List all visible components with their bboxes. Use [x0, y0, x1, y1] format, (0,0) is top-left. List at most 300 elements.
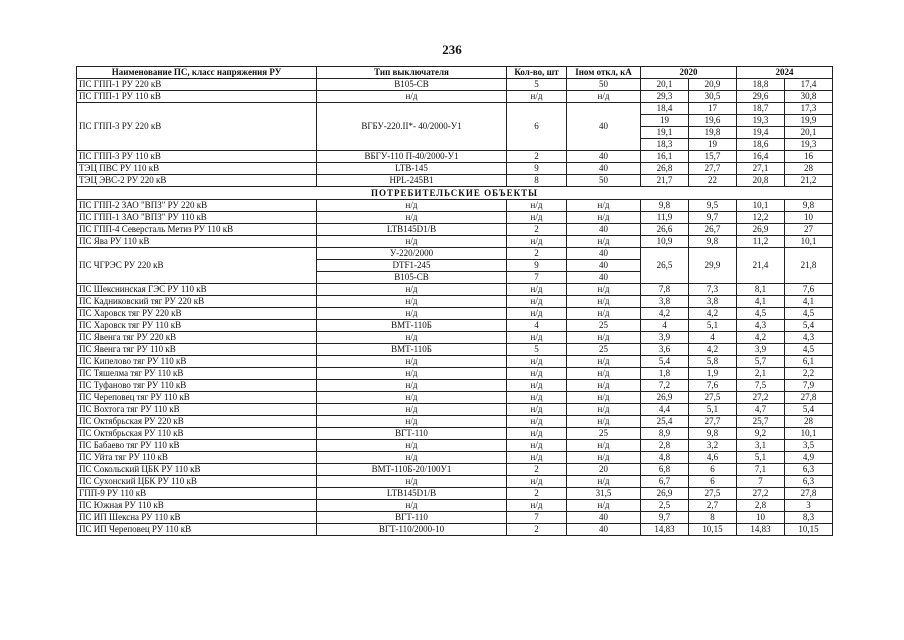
substation-name: ПС Череповец тяг РУ 110 кВ — [77, 392, 317, 404]
value-cell: 27,2 — [737, 488, 785, 500]
value-cell: 7,1 — [737, 464, 785, 476]
value-cell: 21,4 — [737, 248, 785, 284]
header-name: Наименование ПС, класс напряжения РУ — [77, 67, 317, 79]
page-number: 236 — [442, 42, 462, 57]
value-cell: 26,6 — [641, 224, 689, 236]
breaker-qty: н/д — [507, 404, 567, 416]
breaker-inom: н/д — [567, 284, 641, 296]
value-cell: 3,5 — [785, 440, 833, 452]
value-cell: 7,5 — [737, 380, 785, 392]
table-row — [77, 500, 833, 512]
value-cell: 4,8 — [641, 452, 689, 464]
breaker-inom: 40 — [567, 512, 641, 524]
value-cell: 20,1 — [641, 79, 689, 91]
breaker-inom: н/д — [567, 500, 641, 512]
substation-name: ПС Южная РУ 110 кВ — [77, 500, 317, 512]
table-row — [77, 200, 833, 212]
breaker-type: н/д — [317, 380, 507, 392]
value-cell: 10,1 — [785, 428, 833, 440]
substation-name: ПС ИП Шексна РУ 110 кВ — [77, 512, 317, 524]
value-cell: 4,5 — [737, 308, 785, 320]
breaker-type: ВМТ-110Б — [317, 320, 507, 332]
breaker-inom: н/д — [567, 200, 641, 212]
breaker-inom: 25 — [567, 344, 641, 356]
breaker-qty: 2 — [507, 248, 567, 260]
value-cell: 8,9 — [641, 428, 689, 440]
value-cell: 27 — [785, 224, 833, 236]
value-cell: 26,7 — [689, 224, 737, 236]
value-cell: 16,4 — [737, 151, 785, 163]
breaker-qty: 5 — [507, 344, 567, 356]
value-cell: 21,7 — [641, 175, 689, 187]
table-row — [77, 512, 833, 524]
breaker-inom: н/д — [567, 380, 641, 392]
substation-name: ПС Октябрьская РУ 220 кВ — [77, 416, 317, 428]
substation-name: ПС Кадниковский тяг РУ 220 кВ — [77, 296, 317, 308]
value-cell: 19,3 — [737, 115, 785, 127]
header-2024: 2024 — [737, 67, 833, 79]
breaker-qty: н/д — [507, 380, 567, 392]
section-title: ПОТРЕБИТЕЛЬСКИЕ ОБЪЕКТЫ — [77, 187, 833, 200]
value-cell: 1,8 — [641, 368, 689, 380]
value-cell: 9,8 — [785, 200, 833, 212]
header-inom: Iном откл, кА — [567, 67, 641, 79]
breaker-qty: н/д — [507, 416, 567, 428]
value-cell: 3,6 — [641, 344, 689, 356]
breaker-inom: 40 — [567, 248, 641, 260]
value-cell: 26,9 — [641, 488, 689, 500]
breaker-qty: н/д — [507, 332, 567, 344]
substation-name: ПС ГПП-2 ЗАО "ВПЗ" РУ 220 кВ — [77, 200, 317, 212]
breaker-qty: н/д — [507, 296, 567, 308]
breaker-qty: 7 — [507, 272, 567, 284]
breaker-type: н/д — [317, 416, 507, 428]
substation-name: ПС ГПП-3 РУ 220 кВ — [77, 103, 317, 151]
table-row — [77, 320, 833, 332]
breaker-type: ВГТ-110 — [317, 512, 507, 524]
breaker-type: н/д — [317, 476, 507, 488]
value-cell: 3 — [785, 500, 833, 512]
breaker-qty: н/д — [507, 500, 567, 512]
breaker-inom: 40 — [567, 224, 641, 236]
value-cell: 19,4 — [737, 127, 785, 139]
value-cell: 3,8 — [689, 296, 737, 308]
breaker-inom: 25 — [567, 428, 641, 440]
substation-name: ПС ЧГРЭС РУ 220 кВ — [77, 248, 317, 284]
breaker-type: н/д — [317, 500, 507, 512]
value-cell: 26,9 — [737, 224, 785, 236]
value-cell: 27,7 — [689, 416, 737, 428]
substation-name: ТЭЦ ЭВС-2 РУ 220 кВ — [77, 175, 317, 187]
value-cell: 10 — [785, 212, 833, 224]
table-row — [77, 296, 833, 308]
value-cell: 7,9 — [785, 380, 833, 392]
value-cell: 2,7 — [689, 500, 737, 512]
value-cell: 14,83 — [641, 524, 689, 536]
table-row — [77, 464, 833, 476]
table-row — [77, 308, 833, 320]
value-cell: 3,9 — [641, 332, 689, 344]
table-row — [77, 91, 833, 103]
value-cell: 21,8 — [785, 248, 833, 284]
table-row — [77, 404, 833, 416]
breaker-type: н/д — [317, 440, 507, 452]
value-cell: 6,1 — [785, 356, 833, 368]
value-cell: 10,9 — [641, 236, 689, 248]
value-cell: 3,8 — [641, 296, 689, 308]
breaker-qty: н/д — [507, 440, 567, 452]
breaker-inom: н/д — [567, 392, 641, 404]
breaker-qty: н/д — [507, 212, 567, 224]
value-cell: 30,5 — [689, 91, 737, 103]
value-cell: 19 — [641, 115, 689, 127]
breaker-qty: н/д — [507, 452, 567, 464]
substation-name: ПС Харовск тяг РУ 220 кВ — [77, 308, 317, 320]
value-cell: 10 — [737, 512, 785, 524]
value-cell: 6 — [689, 476, 737, 488]
breaker-qty: н/д — [507, 476, 567, 488]
value-cell: 4,2 — [641, 308, 689, 320]
breaker-qty: 2 — [507, 524, 567, 536]
value-cell: 4,2 — [737, 332, 785, 344]
table-row — [77, 79, 833, 91]
value-cell: 3,9 — [737, 344, 785, 356]
table-row — [77, 236, 833, 248]
breaker-inom: 40 — [567, 103, 641, 151]
value-cell: 9,2 — [737, 428, 785, 440]
breaker-inom: н/д — [567, 308, 641, 320]
value-cell: 20,8 — [737, 175, 785, 187]
substation-name: ПС Уйта тяг РУ 110 кВ — [77, 452, 317, 464]
breaker-qty: 5 — [507, 79, 567, 91]
value-cell: 10,1 — [785, 236, 833, 248]
breaker-inom: н/д — [567, 332, 641, 344]
substation-name: ПС Тяшелма тяг РУ 110 кВ — [77, 368, 317, 380]
value-cell: 2,1 — [737, 368, 785, 380]
table-row — [77, 248, 833, 260]
value-cell: 2,2 — [785, 368, 833, 380]
breaker-type: н/д — [317, 200, 507, 212]
table-row — [77, 151, 833, 163]
breaker-qty: 2 — [507, 464, 567, 476]
breaker-inom: н/д — [567, 416, 641, 428]
value-cell: 4,4 — [641, 404, 689, 416]
value-cell: 27,5 — [689, 392, 737, 404]
value-cell: 18,3 — [641, 139, 689, 151]
value-cell: 4 — [641, 320, 689, 332]
breaker-qty: н/д — [507, 91, 567, 103]
table-row — [77, 212, 833, 224]
value-cell: 12,2 — [737, 212, 785, 224]
breaker-type: н/д — [317, 368, 507, 380]
value-cell: 25,4 — [641, 416, 689, 428]
value-cell: 5,1 — [737, 452, 785, 464]
breaker-type: н/д — [317, 404, 507, 416]
value-cell: 8,3 — [785, 512, 833, 524]
breaker-inom: 40 — [567, 260, 641, 272]
value-cell: 19,6 — [689, 115, 737, 127]
value-cell: 5,7 — [737, 356, 785, 368]
value-cell: 10,15 — [689, 524, 737, 536]
breaker-qty: 9 — [507, 260, 567, 272]
value-cell: 7,6 — [785, 284, 833, 296]
value-cell: 9,5 — [689, 200, 737, 212]
value-cell: 27,7 — [689, 163, 737, 175]
breaker-qty: н/д — [507, 392, 567, 404]
value-cell: 10,1 — [737, 200, 785, 212]
table-row — [77, 392, 833, 404]
breaker-inom: н/д — [567, 452, 641, 464]
breaker-qty: 4 — [507, 320, 567, 332]
breaker-qty: н/д — [507, 236, 567, 248]
breaker-qty: н/д — [507, 284, 567, 296]
value-cell: 18,4 — [641, 103, 689, 115]
substation-name: ПС ГПП-1 РУ 220 кВ — [77, 79, 317, 91]
breaker-type: В105-СВ — [317, 79, 507, 91]
value-cell: 17,4 — [785, 79, 833, 91]
value-cell: 5,4 — [641, 356, 689, 368]
breaker-qty: 7 — [507, 512, 567, 524]
breaker-inom: н/д — [567, 91, 641, 103]
table-row — [77, 416, 833, 428]
section-row — [77, 187, 833, 200]
breaker-inom: н/д — [567, 440, 641, 452]
value-cell: 7,2 — [641, 380, 689, 392]
breaker-qty: 9 — [507, 163, 567, 175]
breaker-type: н/д — [317, 452, 507, 464]
breaker-type: н/д — [317, 308, 507, 320]
value-cell: 9,8 — [689, 428, 737, 440]
value-cell: 6,3 — [785, 464, 833, 476]
breaker-inom: 40 — [567, 524, 641, 536]
breaker-qty: 2 — [507, 224, 567, 236]
value-cell: 4,1 — [785, 296, 833, 308]
value-cell: 5,1 — [689, 404, 737, 416]
header-breaker: Тип выключателя — [317, 67, 507, 79]
value-cell: 27,8 — [785, 488, 833, 500]
substation-name: ПС ГПП-1 ЗАО "ВПЗ" РУ 110 кВ — [77, 212, 317, 224]
value-cell: 4,6 — [689, 452, 737, 464]
breaker-type: LTB145D1/B — [317, 224, 507, 236]
value-cell: 4,3 — [737, 320, 785, 332]
value-cell: 26,9 — [641, 392, 689, 404]
value-cell: 5,4 — [785, 404, 833, 416]
header-2020: 2020 — [641, 67, 737, 79]
table-row — [77, 488, 833, 500]
breaker-type: ВМТ-110Б-20/100У1 — [317, 464, 507, 476]
breaker-type: ВГТ-110 — [317, 428, 507, 440]
value-cell: 6,3 — [785, 476, 833, 488]
substation-name: ПС Сухонский ЦБК РУ 110 кВ — [77, 476, 317, 488]
value-cell: 30,8 — [785, 91, 833, 103]
value-cell: 4,5 — [785, 308, 833, 320]
value-cell: 7 — [737, 476, 785, 488]
table-row — [77, 356, 833, 368]
substation-name: ПС Шекснинская ГЭС РУ 110 кВ — [77, 284, 317, 296]
value-cell: 7,8 — [641, 284, 689, 296]
value-cell: 16,1 — [641, 151, 689, 163]
breaker-qty: 8 — [507, 175, 567, 187]
substation-name: ПС Вохтога тяг РУ 110 кВ — [77, 404, 317, 416]
breaker-type: ВБГУ-110 П-40/2000-У1 — [317, 151, 507, 163]
value-cell: 9,8 — [689, 236, 737, 248]
value-cell: 2,8 — [737, 500, 785, 512]
value-cell: 21,2 — [785, 175, 833, 187]
value-cell: 11,9 — [641, 212, 689, 224]
breaker-inom: 40 — [567, 151, 641, 163]
value-cell: 5,1 — [689, 320, 737, 332]
value-cell: 17,3 — [785, 103, 833, 115]
breaker-type: н/д — [317, 91, 507, 103]
substation-name: ПС Бабаево тяг РУ 110 кВ — [77, 440, 317, 452]
value-cell: 10,15 — [785, 524, 833, 536]
value-cell: 2,5 — [641, 500, 689, 512]
substation-name: ПС ИП Череповец РУ 110 кВ — [77, 524, 317, 536]
table-row — [77, 368, 833, 380]
table-row — [77, 224, 833, 236]
value-cell: 19 — [689, 139, 737, 151]
value-cell: 1,9 — [689, 368, 737, 380]
substation-name: ПС Кипелово тяг РУ 110 кВ — [77, 356, 317, 368]
substation-name: ПС ГПП-3 РУ 110 кВ — [77, 151, 317, 163]
value-cell: 29,3 — [641, 91, 689, 103]
value-cell: 27,2 — [737, 392, 785, 404]
value-cell: 4,7 — [737, 404, 785, 416]
breaker-qty: н/д — [507, 368, 567, 380]
value-cell: 27,1 — [737, 163, 785, 175]
table-row — [77, 175, 833, 187]
breaker-inom: н/д — [567, 212, 641, 224]
breaker-qty: 2 — [507, 151, 567, 163]
value-cell: 4,1 — [737, 296, 785, 308]
table-row — [77, 344, 833, 356]
substation-name: ПС Ява РУ 110 кВ — [77, 236, 317, 248]
breaker-inom: 40 — [567, 272, 641, 284]
breaker-type: н/д — [317, 392, 507, 404]
substation-name: ГПП-9 РУ 110 кВ — [77, 488, 317, 500]
value-cell: 6 — [689, 464, 737, 476]
value-cell: 26,8 — [641, 163, 689, 175]
value-cell: 17 — [689, 103, 737, 115]
value-cell: 8,1 — [737, 284, 785, 296]
breaker-qty: н/д — [507, 308, 567, 320]
breaker-type: HPL-245B1 — [317, 175, 507, 187]
value-cell: 20,9 — [689, 79, 737, 91]
value-cell: 28 — [785, 163, 833, 175]
substation-name: ПС Сокольский ЦБК РУ 110 кВ — [77, 464, 317, 476]
substation-name: ПС Октябрьская РУ 110 кВ — [77, 428, 317, 440]
value-cell: 26,5 — [641, 248, 689, 284]
breaker-qty: н/д — [507, 356, 567, 368]
value-cell: 6,7 — [641, 476, 689, 488]
table-row — [77, 284, 833, 296]
substation-name: ПС ГПП-4 Северсталь Метиз РУ 110 кВ — [77, 224, 317, 236]
value-cell: 8 — [689, 512, 737, 524]
table-row — [77, 103, 833, 115]
breaker-inom: 40 — [567, 163, 641, 175]
breaker-inom: н/д — [567, 236, 641, 248]
breaker-type: ВГБУ-220.II*- 40/2000-У1 — [317, 103, 507, 151]
breaker-inom: 20 — [567, 464, 641, 476]
table-row — [77, 452, 833, 464]
table-row — [77, 380, 833, 392]
breaker-inom: 25 — [567, 320, 641, 332]
breaker-qty: 6 — [507, 103, 567, 151]
table-row — [77, 163, 833, 175]
substation-name: ПС Харовск тяг РУ 110 кВ — [77, 320, 317, 332]
value-cell: 15,7 — [689, 151, 737, 163]
value-cell: 19,3 — [785, 139, 833, 151]
breaker-type: В105-СВ — [317, 272, 507, 284]
breaker-inom: н/д — [567, 356, 641, 368]
breaker-type: ВГТ-110/2000-10 — [317, 524, 507, 536]
breaker-inom: н/д — [567, 476, 641, 488]
value-cell: 18,8 — [737, 79, 785, 91]
substation-name: ПС Туфаново тяг РУ 110 кВ — [77, 380, 317, 392]
breaker-inom: н/д — [567, 296, 641, 308]
table-row — [77, 440, 833, 452]
breaker-type: LTB-145 — [317, 163, 507, 175]
table-header-row — [77, 67, 833, 79]
substation-name: ПС Явенга тяг РУ 220 кВ — [77, 332, 317, 344]
breaker-type: н/д — [317, 332, 507, 344]
breaker-qty: 2 — [507, 488, 567, 500]
table-row — [77, 428, 833, 440]
value-cell: 22 — [689, 175, 737, 187]
value-cell: 29,9 — [689, 248, 737, 284]
breaker-type: ВМТ-110Б — [317, 344, 507, 356]
value-cell: 9,7 — [641, 512, 689, 524]
substation-name: ПС Явенга тяг РУ 110 кВ — [77, 344, 317, 356]
breaker-type: У-220/2000 — [317, 248, 507, 260]
breaker-type: DTF1-245 — [317, 260, 507, 272]
value-cell: 16 — [785, 151, 833, 163]
value-cell: 9,7 — [689, 212, 737, 224]
breaker-inom: н/д — [567, 368, 641, 380]
value-cell: 9,8 — [641, 200, 689, 212]
breaker-inom: 50 — [567, 79, 641, 91]
breaker-type: LTB145D1/B — [317, 488, 507, 500]
breaker-type: н/д — [317, 212, 507, 224]
breaker-type: н/д — [317, 356, 507, 368]
value-cell: 7,6 — [689, 380, 737, 392]
value-cell: 11,2 — [737, 236, 785, 248]
value-cell: 18,6 — [737, 139, 785, 151]
breaker-type: н/д — [317, 236, 507, 248]
value-cell: 19,8 — [689, 127, 737, 139]
value-cell: 19,9 — [785, 115, 833, 127]
breaker-inom: 50 — [567, 175, 641, 187]
value-cell: 6,8 — [641, 464, 689, 476]
value-cell: 27,8 — [785, 392, 833, 404]
table-row — [77, 524, 833, 536]
value-cell: 4,3 — [785, 332, 833, 344]
value-cell: 5,4 — [785, 320, 833, 332]
value-cell: 20,1 — [785, 127, 833, 139]
value-cell: 4,9 — [785, 452, 833, 464]
header-qty: Кол-во, шт — [507, 67, 567, 79]
breaker-type: н/д — [317, 284, 507, 296]
value-cell: 4,2 — [689, 308, 737, 320]
value-cell: 7,3 — [689, 284, 737, 296]
breaker-table — [76, 66, 833, 536]
value-cell: 4 — [689, 332, 737, 344]
breaker-qty: н/д — [507, 428, 567, 440]
breaker-qty: н/д — [507, 200, 567, 212]
value-cell: 14,83 — [737, 524, 785, 536]
table-row — [77, 476, 833, 488]
value-cell: 29,6 — [737, 91, 785, 103]
